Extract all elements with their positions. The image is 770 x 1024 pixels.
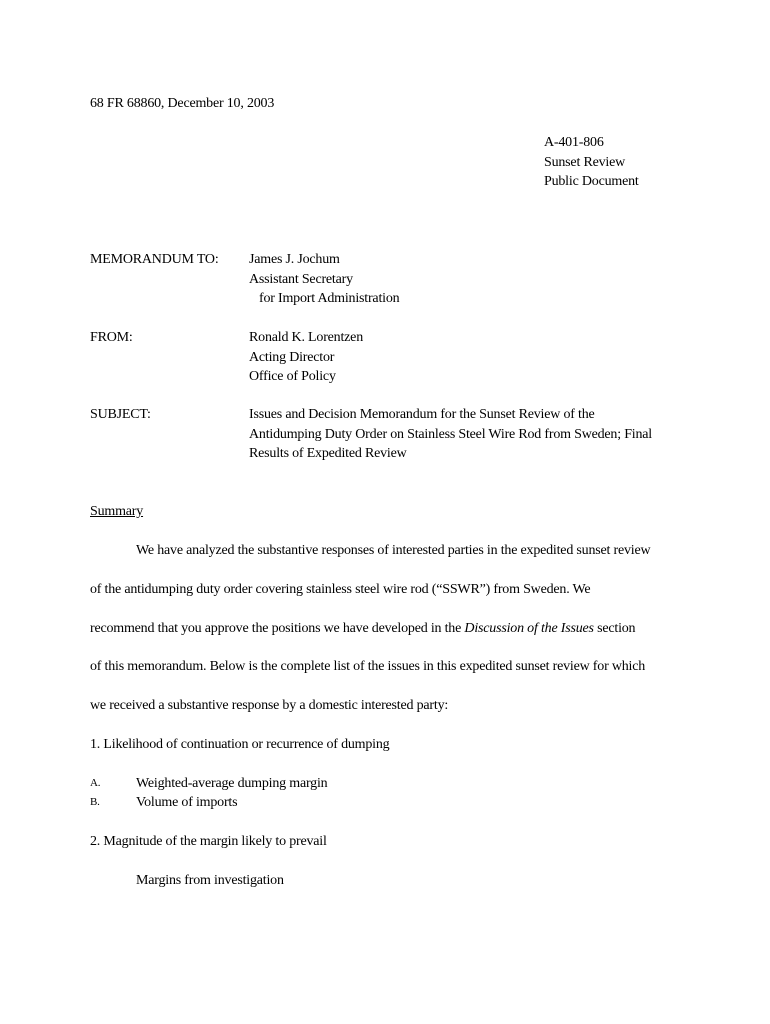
discussion-of-issues-italic: Discussion of the Issues [464, 621, 594, 636]
memo-to-label: MEMORANDUM TO: [90, 252, 219, 267]
case-info-block [544, 133, 639, 192]
memo-to-block [249, 250, 399, 309]
summary-line-5: we received a substantive response by a domestic interested party: [90, 698, 449, 713]
federal-register-citation: 68 FR 68860, December 10, 2003 [90, 96, 275, 111]
summary-line-4: of this memorandum. Below is the complete list of the issues in this expedited sunset review for which [90, 659, 646, 674]
summary-line-3-pre: recommend that you approve the positions we have developed in the [90, 621, 465, 636]
memo-subject-line-2: Antidumping Duty Order on Stainless Steel Wire Rod from Sweden; Final [249, 426, 653, 442]
summary-line-1: We have analyzed the substantive responses of interested parties in the expedited sunset review [136, 543, 651, 558]
memo-to-name: James J. Jochum [249, 252, 340, 267]
item-b-letter: B. [90, 796, 100, 808]
issue-2-subitem: Margins from investigation [136, 873, 284, 888]
issue-1-heading: 1. Likelihood of continuation or recurrence of dumping [90, 737, 390, 752]
memo-from-block [249, 328, 363, 387]
summary-line-3-post: section [593, 621, 636, 636]
memo-from-title-2: Office of Policy [249, 369, 336, 384]
summary-line-2: of the antidumping duty order covering stainless steel wire rod (“SSWR”) from Sweden. We [90, 582, 591, 597]
memo-from-name: Ronald K. Lorentzen [249, 330, 363, 345]
item-b-text: Volume of imports [136, 795, 238, 810]
memo-from-label: FROM: [90, 330, 133, 345]
memo-to-title-1: Assistant Secretary [249, 271, 353, 287]
memo-to-title-2: for Import Administration [259, 291, 400, 306]
review-type: Sunset Review [544, 154, 626, 170]
item-a-text: Weighted-average dumping margin [136, 776, 328, 791]
document-status: Public Document [544, 174, 639, 189]
memo-subject-block [249, 405, 652, 464]
memo-subject-line-3: Results of Expedited Review [249, 446, 407, 461]
summary-heading: Summary [90, 504, 144, 519]
item-a-letter: A. [90, 777, 101, 789]
case-number: A-401-806 [544, 135, 604, 150]
summary-line-3 [90, 619, 635, 638]
memo-subject-label: SUBJECT: [90, 407, 151, 422]
issue-2-heading: 2. Magnitude of the margin likely to prevail [90, 834, 327, 849]
memo-subject-line-1: Issues and Decision Memorandum for the Sunset Review of the [249, 407, 595, 422]
memo-from-title-1: Acting Director [249, 349, 335, 365]
